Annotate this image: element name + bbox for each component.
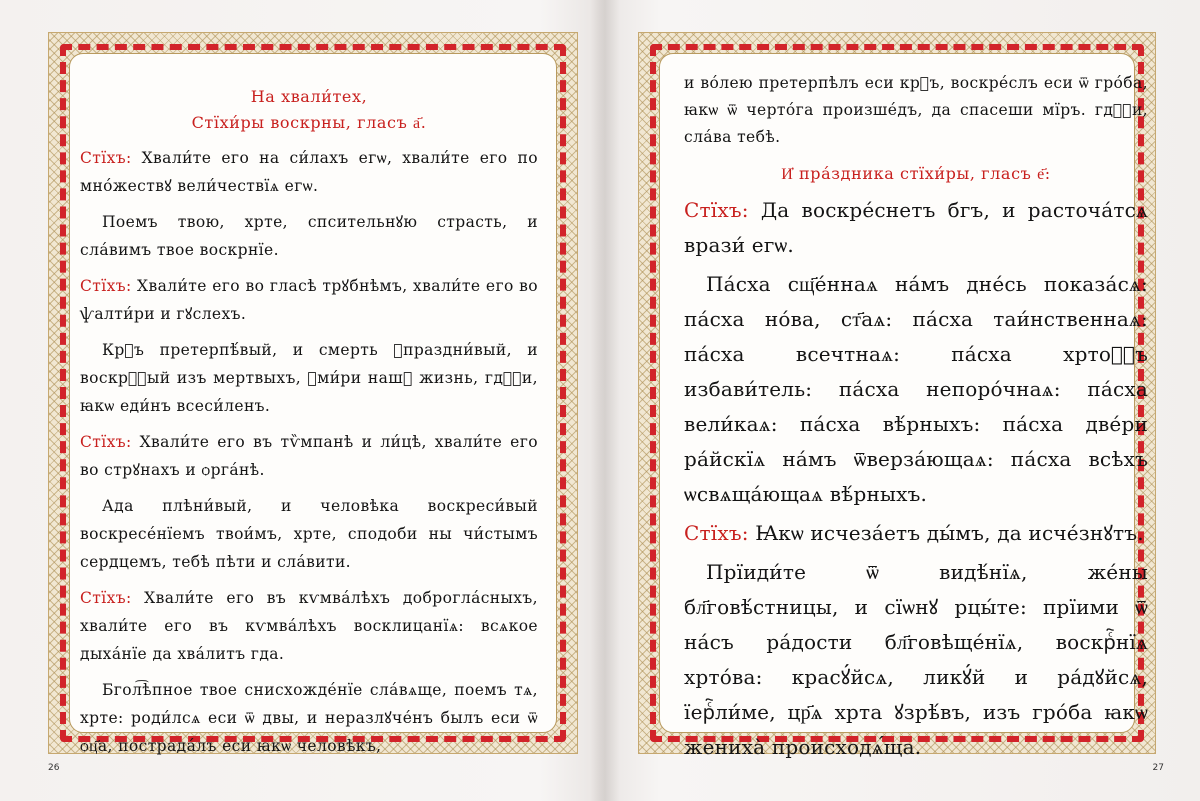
left-paragraphs [80,144,538,760]
right-paragraph [684,193,1148,263]
right-paragraph [684,555,1148,765]
stikh-label: Стїхъ: [684,198,749,222]
stikh-label: Стїхъ: [80,589,132,607]
paragraph-text: Хвали́те его во гласѣ трꙋбнѣмъ, хвали́те его во ѱалти́ри и гꙋслехъ. [80,277,538,323]
left-heading [80,84,538,136]
paragraph-text: Да воскре́снетъ бгъ, и расточа́тсѧ врази́ егѡ. [684,198,1148,257]
left-paragraph [80,584,538,668]
left-paragraph [80,144,538,200]
paragraph-text: Ꙗкѡ исчеза́етъ ды́мъ, да исче́знꙋтъ. [748,521,1144,545]
stikh-label: Стїхъ: [80,149,132,167]
page-number-left: 26 [48,763,60,773]
right-page [612,0,1200,801]
left-heading-line2: Стїхи́ры воскрны, гласъ а҃. [191,113,427,132]
left-page [0,0,592,801]
right-intro: и во́лею претерпѣлъ еси крⷮъ, воскре́слъ еси ѿ гро́ба, ꙗкѡ ѿ черто́га произше́дъ, да спасеши мїръ. гдⷭ҇и, сла́ва тебѣ. [684,74,1148,146]
left-heading-line1: На хвали́тех, [250,87,368,106]
right-paragraph [684,267,1148,512]
stikh-label: Стїхъ: [80,433,132,451]
paragraph-text: Бгол͡ѣпное твое снисхожде́нїе сла́вѧще, поемъ тѧ, хрте: роди́лсѧ еси ѿ двы, и неразлꙋче́нъ былъ еси ѿ ѻц҃а, пострада́лъ еси ꙗкѡ человѣкъ, [80,681,538,755]
right-heading: И҆ пра́здника стїхи́ры, гласъ е҃: [781,164,1051,183]
left-paragraph [80,492,538,576]
paragraph-text: Поемъ твою, хрте, спсительнꙋю страсть, и сла́вимъ твое воскрнїе. [80,213,538,259]
stikh-label: Стїхъ: [684,521,749,545]
paragraph-text: Прїиди́те ѿ видѣ́нїѧ, же́ны бл҃говѣ́стницы, и сїѡнꙋ рцы́те: прїими ѿ на́съ ра́дости бл҃говѣще́нїѧ, воскрⷭ҇нїѧ хрто́ва: красꙋ́йсѧ, ликꙋ́й и ра́дꙋйсѧ, їерⷭ҇ли́ме, цр҃ѧ хрта ꙋзрѣ́въ, изъ гро́ба ꙗкѡ жениха̀ происходѧ́ща. [684,560,1148,759]
paragraph-text: Крⷮъ претерпѣ́вый, и смерть ꙋпраздни́вый, и воскрⷭ҇ый изъ мертвыхъ, ꙋми́ри нашꙋ жизнь, гдⷭ҇и, ꙗкѡ еди́нъ всеси́ленъ. [80,341,538,415]
left-paragraph [80,676,538,760]
paragraph-text: Хвали́те его въ кѵмва́лѣхъ доброгла́сныхъ, хвали́те его въ кѵмва́лѣхъ восклицанїѧ: всѧкое дыха́нїе да хва́литъ гда. [80,589,538,663]
right-paragraph [684,516,1148,551]
right-page-text [684,70,1148,769]
paragraph-text: Хвали́те его на си́лахъ егѡ, хвали́те его по мно́жествꙋ вели́чествїѧ егѡ. [80,149,538,195]
left-page-text [80,84,538,768]
paragraph-text: Па́сха сщ҃е́ннаѧ на́мъ дне́сь показа́сѧ: па́сха но́ва, ст҃аѧ: па́сха таи́нственнаѧ: па́сха всечтнаѧ: па́сха хртоⷭ҇ъ избави́тель: па́сха непоро́чнаѧ: па́сха вели́каѧ: па́сха вѣ́рныхъ: па́сха две́ри ра́йскїѧ на́мъ ѿверза́ющаѧ: па́сха всѣхъ ѡсвѧща́ющаѧ вѣ́рныхъ. [684,272,1148,506]
left-paragraph [80,272,538,328]
right-paragraphs [684,193,1148,765]
left-paragraph [80,336,538,420]
page-number-right: 27 [1152,763,1164,773]
left-paragraph [80,208,538,264]
stikh-label: Стїхъ: [80,277,132,295]
left-paragraph [80,428,538,484]
paragraph-text: Хвали́те его въ тѷмпанѣ и ли́цѣ, хвали́те его во стрꙋнахъ и ѻрга́нѣ. [80,433,538,479]
paragraph-text: Ада плѣни́вый, и человѣка воскреси́вый воскресе́нїемъ твои́мъ, хрте, сподоби ны чи́стымъ сердцемъ, тебѣ пѣти и сла́вити. [80,497,538,571]
